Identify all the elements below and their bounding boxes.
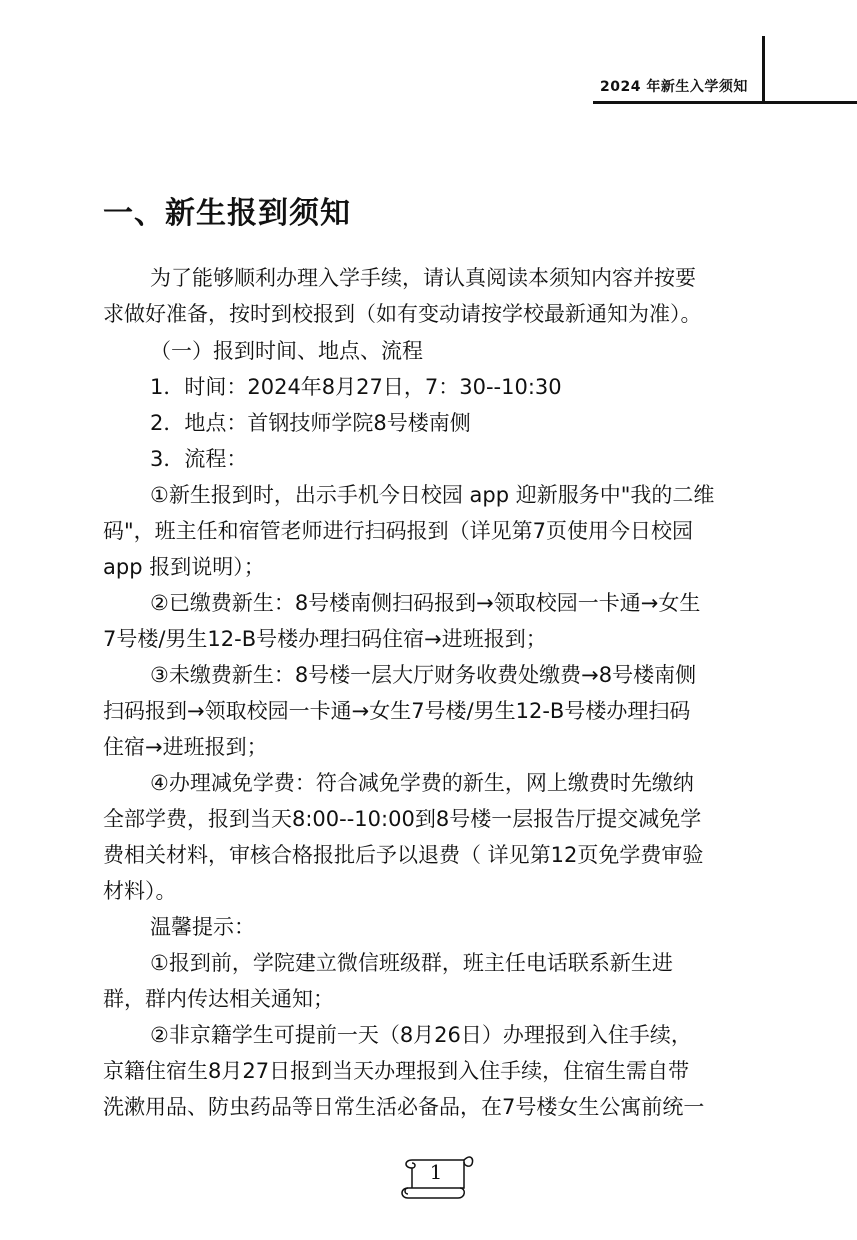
list-item-process: 3．流程：: [150, 447, 248, 471]
body-line: 码"，班主任和宿管老师进行扫码报到（详见第7页使用今日校园: [103, 519, 694, 543]
page-number-scroll: [398, 1148, 474, 1206]
body-line: ②非京籍学生可提前一天（8月26日）办理报到入住手续，: [150, 1023, 692, 1047]
body-line: ④办理减免学费：符合减免学费的新生，网上缴费时先缴纳: [150, 771, 694, 795]
body-line: ②已缴费新生：8号楼南侧扫码报到→领取校园一卡通→女生: [150, 591, 701, 615]
body-line: ①新生报到时，出示手机今日校园 app 迎新服务中"我的二维: [150, 483, 715, 507]
subheading: 温馨提示：: [150, 915, 255, 939]
header-rule-vertical: [762, 36, 765, 104]
body-line: 求做好准备，按时到校报到（如有变动请按学校最新通知为准）。: [103, 302, 702, 326]
page-number: 1: [429, 1160, 443, 1184]
body-line: 材料）。: [103, 879, 177, 903]
body-line: app 报到说明）；: [103, 555, 265, 579]
header-rule-horizontal: [593, 101, 857, 104]
body-line: 7号楼/男生12-B号楼办理扫码住宿→进班报到；: [103, 627, 547, 651]
body-line: 京籍住宿生8月27日报到当天办理报到入住手续，住宿生需自带: [103, 1059, 690, 1083]
body-line: 为了能够顺利办理入学手续，请认真阅读本须知内容并按要: [150, 266, 696, 290]
body-line: 扫码报到→领取校园一卡通→女生7号楼/男生12-B号楼办理扫码: [103, 699, 691, 723]
list-item-time: 1．时间：2024年8月27日，7：30--10:30: [150, 375, 562, 399]
body-line: 住宿→进班报到；: [103, 735, 268, 759]
section-title: 一、新生报到须知: [103, 196, 351, 231]
running-header: 2024 年新生入学须知: [600, 79, 748, 95]
list-item-location: 2．地点：首钢技师学院8号楼南侧: [150, 411, 471, 435]
body-line: 全部学费，报到当天8:00--10:00到8号楼一层报告厅提交减免学: [103, 807, 702, 831]
body-line: 群，群内传达相关通知；: [103, 987, 334, 1011]
body-line: 费相关材料，审核合格报批后予以退费（ 详见第12页免学费审验: [103, 843, 704, 867]
body-line: ①报到前，学院建立微信班级群，班主任电话联系新生进: [150, 951, 673, 975]
body-line: 洗漱用品、防虫药品等日常生活必备品，在7号楼女生公寓前统一: [103, 1095, 705, 1119]
subheading: （一）报到时间、地点、流程: [150, 339, 423, 363]
body-line: ③未缴费新生：8号楼一层大厅财务收费处缴费→8号楼南侧: [150, 663, 697, 687]
